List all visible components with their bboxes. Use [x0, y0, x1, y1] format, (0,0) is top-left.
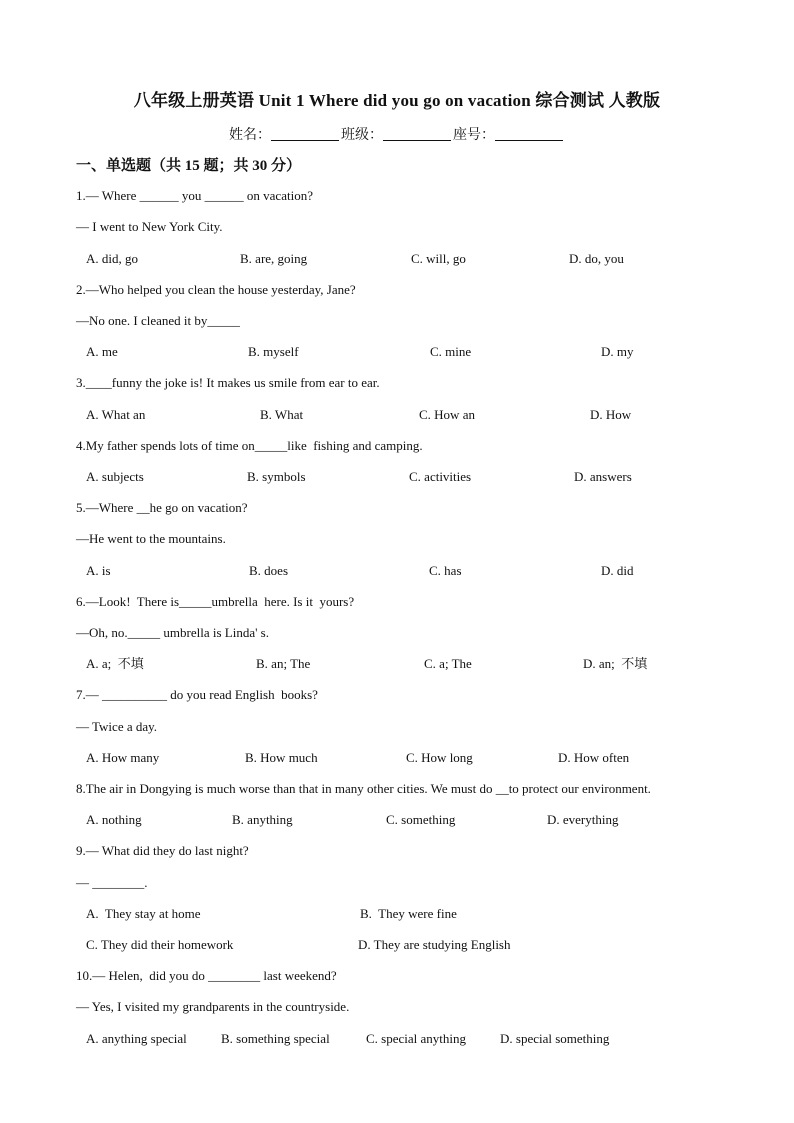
q4-option-b: B. symbols [247, 469, 306, 484]
q1-option-d: D. do, you [569, 251, 624, 266]
q6-option-a: A. a; 不填 [86, 656, 144, 671]
q10-option-a: A. anything special [86, 1031, 187, 1046]
q8-option-a: A. nothing [86, 812, 142, 827]
name-label: 姓名： [229, 128, 271, 143]
q3-option-a: A. What an [86, 407, 146, 422]
q9-option-d: D. They are studying English [358, 937, 511, 952]
question-2-line-1: 2.—Who helped you clean the house yesterday, Jane? [76, 282, 356, 297]
q5-option-b: B. does [249, 563, 288, 578]
q10-option-c: C. special anything [366, 1031, 467, 1046]
question-9-line-1: 9.— What did they do last night? [76, 843, 249, 858]
question-5-line-2: —He went to the mountains. [76, 531, 226, 546]
q2-option-a: A. me [86, 344, 118, 359]
question-5-line-1: 5.—Where __he go on vacation? [76, 500, 248, 515]
seat-blank [495, 126, 563, 141]
q8-option-d: D. everything [547, 812, 619, 827]
q5-option-c: C. has [429, 563, 462, 578]
question-7-line-2: — Twice a day. [76, 719, 158, 734]
q5-option-d: D. did [601, 563, 634, 578]
q9-option-c: C. They did their homework [86, 937, 234, 952]
q4-option-d: D. answers [574, 469, 632, 484]
q6-option-d: D. an; 不填 [583, 656, 648, 671]
q3-option-b: B. What [260, 407, 304, 422]
student-info-row [0, 124, 794, 144]
q7-option-c: C. How long [406, 750, 473, 765]
page-title: 八年级上册英语 Unit 1 Where did you go on vacation 综合测试 人教版 [133, 91, 661, 110]
q2-option-c: C. mine [430, 344, 472, 359]
question-6-line-1: 6.—Look! There is_____umbrella here. Is it yours? [76, 594, 355, 609]
q8-option-b: B. anything [232, 812, 293, 827]
q6-option-c: C. a; The [424, 656, 472, 671]
class-label: 班级： [341, 128, 383, 143]
name-blank [271, 126, 339, 141]
question-4-line-1: 4.My father spends lots of time on_____like fishing and camping. [76, 438, 423, 453]
question-2-line-2: —No one. I cleaned it by_____ [76, 313, 240, 328]
q6-option-b: B. an; The [256, 656, 311, 671]
q10-option-b: B. something special [221, 1031, 330, 1046]
q1-option-c: C. will, go [411, 251, 466, 266]
question-9-line-2: — ________. [76, 875, 148, 890]
q9-option-a: A. They stay at home [86, 906, 201, 921]
question-8-line-1: 8.The air in Dongying is much worse than that in many other cities. We must do __to protect our environment. [76, 781, 651, 796]
q9-option-b: B. They were fine [360, 906, 457, 921]
q7-option-b: B. How much [245, 750, 318, 765]
question-3-line-1: 3.____funny the joke is! It makes us smile from ear to ear. [76, 375, 380, 390]
q1-option-a: A. did, go [86, 251, 138, 266]
question-1-line-1: 1.— Where ______ you ______ on vacation? [76, 188, 313, 203]
section-heading: 一、单选题（共 15 题；共 30 分） [76, 158, 302, 174]
q3-option-c: C. How an [419, 407, 475, 422]
q3-option-d: D. How [590, 407, 632, 422]
question-6-line-2: —Oh, no._____ umbrella is Linda' s. [76, 625, 269, 640]
class-blank [383, 126, 451, 141]
question-1-line-2: — I went to New York City. [76, 219, 223, 234]
q5-option-a: A. is [86, 563, 111, 578]
question-7-line-1: 7.— __________ do you read English books? [76, 687, 318, 702]
q4-option-a: A. subjects [86, 469, 144, 484]
q2-option-b: B. myself [248, 344, 299, 359]
q1-option-b: B. are, going [240, 251, 308, 266]
q10-option-d: D. special something [500, 1031, 610, 1046]
q4-option-c: C. activities [409, 469, 472, 484]
q8-option-c: C. something [386, 812, 456, 827]
q2-option-d: D. my [601, 344, 634, 359]
q7-option-a: A. How many [86, 750, 160, 765]
question-10-line-1: 10.— Helen, did you do ________ last weekend? [76, 968, 337, 983]
q7-option-d: D. How often [558, 750, 630, 765]
seat-label: 座号： [453, 128, 495, 143]
question-10-line-2: — Yes, I visited my grandparents in the countryside. [76, 999, 350, 1014]
